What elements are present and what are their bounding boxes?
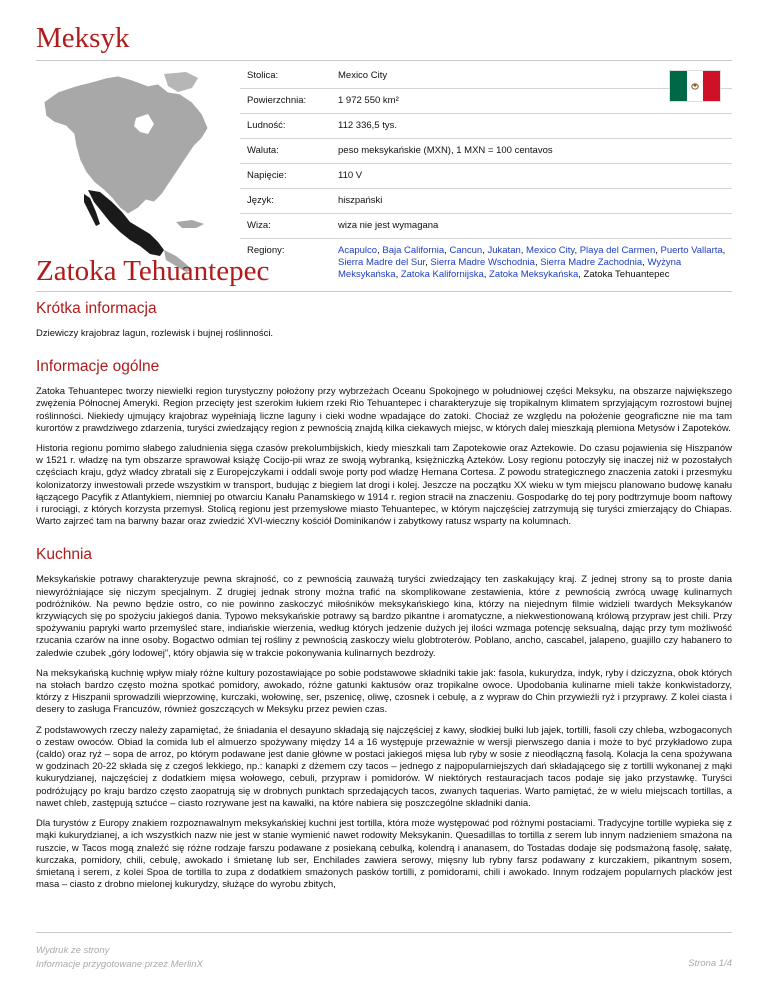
region-link[interactable]: Sierra Madre Wschodnia xyxy=(430,257,535,268)
title-divider xyxy=(36,60,732,61)
fact-row-regions xyxy=(240,239,732,287)
region-link[interactable]: Jukatan xyxy=(487,245,521,256)
caribbean-islands xyxy=(176,220,204,228)
page-number: Strona 1/4 xyxy=(688,958,732,969)
region-link[interactable]: Sierra Madre Zachodnia xyxy=(540,257,643,268)
footer-divider xyxy=(36,932,732,933)
fact-label: Wiza: xyxy=(247,220,271,231)
paragraph: Na meksykańską kuchnię wpływ miały różne kultury pozostawiające po sobie podstawowe składniki takie jak: fasola, kukurydza, indyk, ryby i dziczyzna, obok których na stołach bardzo często można spotkać pomidory, awokado, różne gatunki kaktusów oraz tropikalne owoce. Upodobania kulinarne mieli także konkwistadorzy, którzy z Hiszpanii sprowadzili wieprzowinę, kurczaki, wołowinę, ser, pszenicę, oliwę, czosnek i cebulę, a z wypraw do Chin przywieźli ryż i przyprawy. Z kolei ciasta i desery to zasługa Francuzów, również goszczących w Meksyku przez pewien czas. xyxy=(36,667,732,716)
region-link[interactable]: Zatoka Kalifornijska xyxy=(400,269,484,280)
fact-value: hiszpański xyxy=(338,195,383,206)
fact-label: Waluta: xyxy=(247,145,279,156)
fact-row-area xyxy=(240,89,732,114)
fact-row-currency xyxy=(240,139,732,164)
fact-label: Powierzchnia: xyxy=(247,95,307,106)
fact-label: Regiony: xyxy=(247,245,285,256)
mexico-flag xyxy=(669,70,721,102)
regions-list: Acapulco, Baja California, Cancun, Jukatan, Mexico City, Playa del Carmen, Puerto Vallarta, Sierra Madre del Sur, Sierra Madre Wschodnia, Sierra Madre Zachodnia, Wyżyna Meksykańska, Zatoka Kalifornijska, Zatoka Meksykańska, Zatoka Tehuantepec xyxy=(338,245,726,280)
footer-line-1: Wydruk ze strony xyxy=(36,945,110,956)
section-general-info xyxy=(36,358,732,528)
paragraph: Meksykańskie potrawy charakteryzuje pewna skrajność, co z pewnością zauważą turyści zwiedzający ten zaskakujący kraj. Z jednej strony są to proste dania niewyróżniające się niczym specjalnym. Z drugiej jednak strony można trafić na skomplikowane zestawienia, które z pewnością zwrócą uwagę kulinarnych podróżników. Na pewno będzie ostro, co nie powinno zaskoczyć miłośników meksykańskiego kina, którzy na niejednym filmie widzieli twardych Meksykanów krzywiących się po spożyciu jakiegoś dania. Typowo meksykańskie potrawy są bardzo pikantne i aromatyczne, a niekwestionowaną królową przypraw jest chili. Przy spożywaniu papryki warto przemyśleć stare, indiańskie wierzenia, według których jedzenie dużych jej ilości wzmaga potencję seksualną, dając przy tym możliwość rzucania czarów na inne osoby. Bogactwo odmian tej rośliny z pewnością zaskoczy wielu globtroterów. Poblano, ancho, cascabel, jalapeno, guajillo czy habanero to zaledwie czubek „góry lodowej”, który objawia się w trakcie pokonywania kulinarnych bezdroży. xyxy=(36,574,732,659)
fact-row-language xyxy=(240,189,732,214)
paragraph: Historia regionu pomimo słabego zaludnienia sięga czasów prekolumbijskich, kiedy mieszkali tam Zapotekowie oraz Aztekowie. Do czasu pojawienia się Hiszpanów w 1521 r. władzę na tym obszarze sprawował książę Cocijo-pii wraz ze swoją wybranką, księżniczką Azteków. Losy regionu potoczyły się inaczej niż w pozostałych częściach kraju, gdyż władcy zbratali się z Europejczykami i oddali swoje porty pod władzę Hernana Cortesa. Z powodu strategicznego znaczenia zatoki i przesmyku kolonizatorzy inwestowali przede wszystkim w transport, budując z biegiem lat drogi i kolej. Jeszcze na początku XX wieku w tym miejscu planowano budowę kanału łączącego Pacyfik z Atlantykiem, niemniej po otwarciu Kanału Panamskiego w 1914 r. region stracił na znaczeniu. Gospodarkę do tej pory podtrzymuje boom naftowy i rurociągi, z których korzysta przemysł. Stolicą regionu jest przemysłowe miasto Tehuantepec, w którym najczęściej zatrzymują się turyści zmierzający do Chiapas. Warto zajrzeć tam na barwny bazar oraz zwiedzić XVI-wieczny kościół Dominikanów i zabytkowy ratusz wsparty na kolumnach. xyxy=(36,443,732,528)
footer xyxy=(36,944,203,972)
fact-row-capital xyxy=(240,64,732,89)
flag-white-stripe xyxy=(687,71,704,101)
fact-value: Mexico City xyxy=(338,70,388,81)
fact-row-population xyxy=(240,114,732,139)
section-title: Informacje ogólne xyxy=(36,358,160,376)
region-link[interactable]: Cancun xyxy=(449,245,483,256)
facts-table xyxy=(240,64,732,287)
fact-label: Język: xyxy=(247,195,274,206)
region-link[interactable]: Wyżyna Meksykańska xyxy=(338,257,682,280)
flag-red-stripe xyxy=(703,71,720,101)
region-link[interactable]: Mexico City xyxy=(526,245,575,256)
north-america-map xyxy=(36,72,236,272)
section-title: Kuchnia xyxy=(36,546,93,564)
fact-value: 110 V xyxy=(338,170,363,181)
coat-of-arms-icon xyxy=(690,81,700,91)
flag-green-stripe xyxy=(670,71,687,101)
paragraph: Zatoka Tehuantepec tworzy niewielki region turystyczny położony przy wybrzeżach Oceanu Spokojnego w południowej części Meksyku, na obszarze największego zwężenia Północnej Ameryki. Region przecięty jest szerokim łukiem rzeki Rio Tehuantepec i charakteryzuje się tropikalnym klimatem sprzyjającym rozrostowi bujnej roślinności. Niekiedy ujmujący krajobraz wypełniają liczne laguny i cieki wodne wpadające do zatoki. Chociaż ze względu na położenie geograficzne nie ma tam kurortów z prawdziwego zdarzenia, turyści zwiedzający region z pewnością znajdą kilka ciekawych miejsc, w których dalej mieszkają plemiona Metysów i Zapoteków. xyxy=(36,386,732,434)
region-title-divider xyxy=(36,291,732,292)
fact-label: Ludność: xyxy=(247,120,286,131)
region-link[interactable]: Sierra Madre del Sur xyxy=(338,257,426,268)
fact-row-visa xyxy=(240,214,732,239)
region-link[interactable]: Acapulco xyxy=(338,245,378,256)
current-region: Zatoka Tehuantepec xyxy=(583,269,670,280)
region-link[interactable]: Zatoka Meksykańska xyxy=(489,269,579,280)
region-title: Zatoka Tehuantepec xyxy=(36,255,270,287)
fact-value: peso meksykańskie (MXN), 1 MXN = 100 centavos xyxy=(338,145,553,156)
greenland xyxy=(164,72,198,92)
main-content xyxy=(36,300,732,909)
region-link[interactable]: Playa del Carmen xyxy=(579,245,656,256)
section-cuisine xyxy=(36,546,732,891)
fact-value: wiza nie jest wymagana xyxy=(338,220,439,231)
footer-line-2: Informacje przygotowane przez MerlinX xyxy=(36,959,203,970)
north-america-landmass xyxy=(44,76,208,214)
region-link[interactable]: Baja California xyxy=(382,245,445,256)
section-title: Krótka informacja xyxy=(36,300,157,317)
paragraph: Dla turystów z Europy znakiem rozpoznawalnym meksykańskiej kuchni jest tortilla, która może występować pod różnymi postaciami. Tradycyjne tortille wypieka się z mąki kukurydzianej, a ich wszystkich nazw nie jest w stanie wymienić nawet rodowity Meksykanin. Quesadillas to tortilla z serem lub innym nadzieniem smażona na ruszcie, w Tacos mogą znaleźć się różne rodzaje farszu podawane z posiekaną cebulką, kolendrą i ananasem, do Tostadas dodaje się podsmażoną fasolę, sałatę, kurczaka, pomidory, chili, cebulę, awokado i śmietanę lub ser, Enchilades zawiera serowy, mięsny lub rybny farsz podawany z kurczakiem, pikantnym sosem, śmietaną i serem, z kolei Spoa de tortilla to zupa z dodatkiem smażonych pasków tortilli, z pomidorami, chili i awokado. Innym rodzajem popularnych placków jest masa – ciasto z drobno mielonej kukurydzy, służące do wyrobu zbitych, xyxy=(36,818,732,891)
paragraph: Z podstawowych rzeczy należy zapamiętać, że śniadania el desayuno składają się najczęściej z kawy, słodkiej bułki lub jajek, tortilli, fasoli czy chleba, wzbogaconych o zestaw owoców. Obiad la comida lub el almuerzo spożywany między 14 a 16 występuje przeważnie w wersji pierwszego dania i może to być przykładowo zupa (caldo) oraz ryż – sopa de arroz, po którym podawane jest danie główne w postaci jakiegoś mięsa lub ryby w sosie z nieodłączną fasolą. Kolacja la cena spożywana w godzinach 20-22 składa się z czegoś lekkiego, np.: kanapki z dżemem czy tacos – jednego z najpopularniejszych dań składającego się z tortilli wykonanej z mąki kukurydzianej, najczęściej z dodatkiem mięsa wołowego, cebuli, przypraw i pomidorów. W niektórych restauracjach tacos podaje się jako przystawkę. Turyści podróżujący po kraju bardzo często zaopatrują się w drobnych punktach sprzedających tacos, zwanych taquerias. Warto pamiętać, że w wielu miejscach tortillas, a nawet chleb, zastępują sztućce – ciasto rozrywane jest na kawałki, na które nabiera się poszczególne składniki dania. xyxy=(36,724,732,809)
section-short-info xyxy=(36,300,732,340)
fact-row-voltage xyxy=(240,164,732,189)
fact-value: 112 336,5 tys. xyxy=(338,120,397,131)
region-link[interactable]: Puerto Vallarta xyxy=(660,245,723,256)
fact-label: Napięcie: xyxy=(247,170,287,181)
fact-label: Stolica: xyxy=(247,70,279,81)
country-title: Meksyk xyxy=(36,22,130,54)
paragraph: Dziewiczy krajobraz lagun, rozlewisk i bujnej roślinności. xyxy=(36,328,274,339)
fact-value: 1 972 550 km² xyxy=(338,95,399,106)
